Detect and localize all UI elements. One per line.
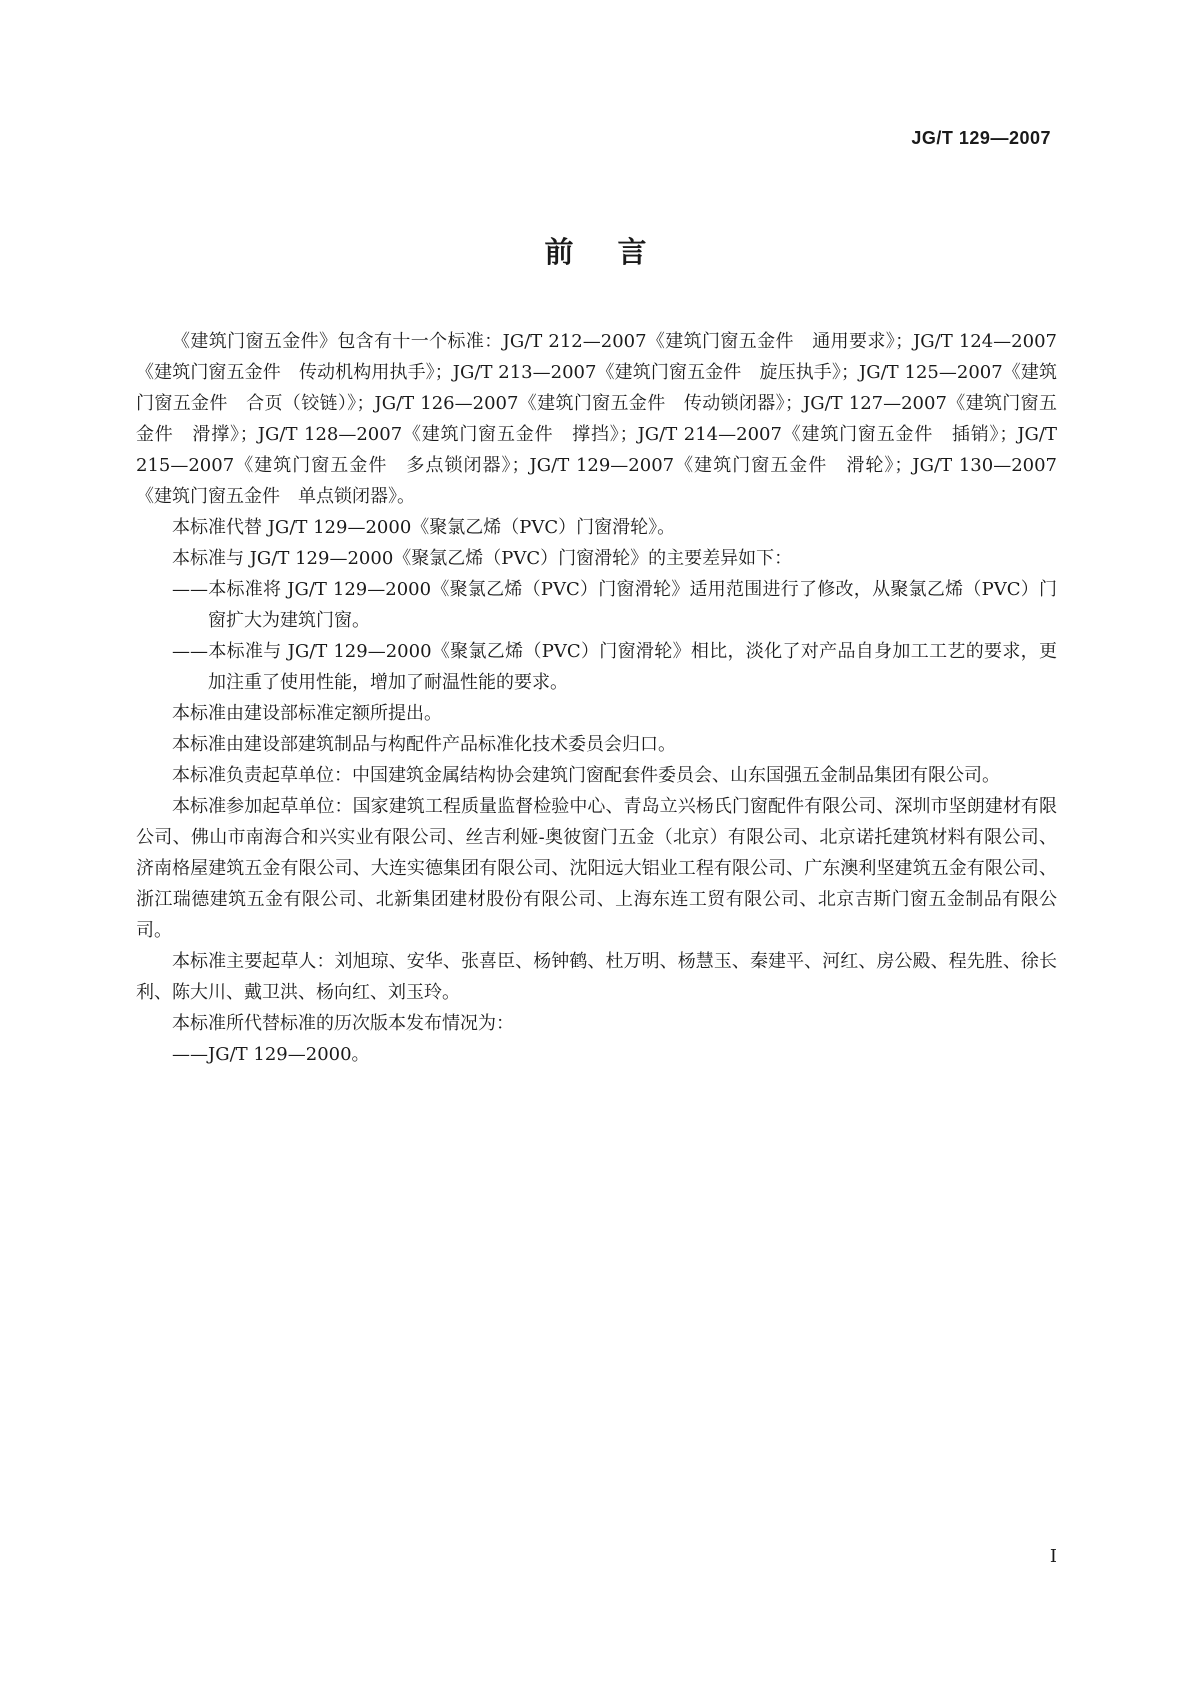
paragraph-series-list: 《建筑门窗五金件》包含有十一个标准：JG/T 212—2007《建筑门窗五金件 通用要求》；JG/T 124—2007《建筑门窗五金件 传动机构用执手》；JG/T 213—2007《建筑门窗五金件 旋压执手》；JG/T 125—2007《建筑门窗五金件 合页（铰链）》；JG/T 126—2007《建筑门窗五金件 传动锁闭器》；JG/T 127—2007《建筑门窗五金件 滑撑》；JG/T 128—2007《建筑门窗五金件 撑挡》；JG/T 214—2007《建筑门窗五金件 插销》；JG/T 215—2007《建筑门窗五金件 多点锁闭器》；JG/T 129—2007《建筑门窗五金件 滑轮》；JG/T 130—2007《建筑门窗五金件 单点锁闭器》。 [136, 331, 1057, 507]
paragraph-differences-intro: 本标准与 JG/T 129—2000《聚氯乙烯（PVC）门窗滑轮》的主要差异如下： [172, 548, 793, 569]
paragraph-main-drafters: 本标准主要起草人：刘旭琼、安华、张喜臣、杨钟鹤、杜万明、杨慧玉、秦建平、河红、房公殿、程先胜、徐长利、陈大川、戴卫洪、杨向红、刘玉玲。 [136, 951, 1057, 1003]
paragraph-under-jurisdiction: 本标准由建设部建筑制品与构配件产品标准化技术委员会归口。 [172, 734, 676, 755]
list-item-difference-requirements: ——本标准与 JG/T 129—2000《聚氯乙烯（PVC）门窗滑轮》相比，淡化了对产品自身加工工艺的要求，更加注重了使用性能，增加了耐温性能的要求。 [172, 641, 1057, 693]
page-title: 前言 [544, 235, 691, 269]
list-item-difference-scope: ——本标准将 JG/T 129—2000《聚氯乙烯（PVC）门窗滑轮》适用范围进行了修改，从聚氯乙烯（PVC）门窗扩大为建筑门窗。 [172, 579, 1057, 631]
paragraph-participating-units: 本标准参加起草单位：国家建筑工程质量监督检验中心、青岛立兴杨氏门窗配件有限公司、深圳市坚朗建材有限公司、佛山市南海合和兴实业有限公司、丝吉利娅-奥彼窗门五金（北京）有限公司、北京诺托建筑材料有限公司、济南格屋建筑五金有限公司、大连实德集团有限公司、沈阳远大铝业工程有限公司、广东澳利坚建筑五金有限公司、浙江瑞德建筑五金有限公司、北新集团建材股份有限公司、上海东连工贸有限公司、北京吉斯门窗五金制品有限公司。 [136, 796, 1057, 941]
standard-code: JG/T 129—2007 [911, 128, 1051, 148]
list-item-previous-edition: ——JG/T 129—2000。 [172, 1044, 370, 1065]
foreword-body [136, 326, 1057, 1070]
page-number: I [1049, 1546, 1057, 1567]
paragraph-lead-drafting-units: 本标准负责起草单位：中国建筑金属结构协会建筑门窗配套件委员会、山东国强五金制品集团有限公司。 [172, 765, 1000, 786]
paragraph-proposed-by: 本标准由建设部标准定额所提出。 [172, 703, 442, 724]
paragraph-previous-editions: 本标准所代替标准的历次版本发布情况为： [172, 1013, 514, 1034]
paragraph-replaces: 本标准代替 JG/T 129—2000《聚氯乙烯（PVC）门窗滑轮》。 [172, 517, 676, 538]
